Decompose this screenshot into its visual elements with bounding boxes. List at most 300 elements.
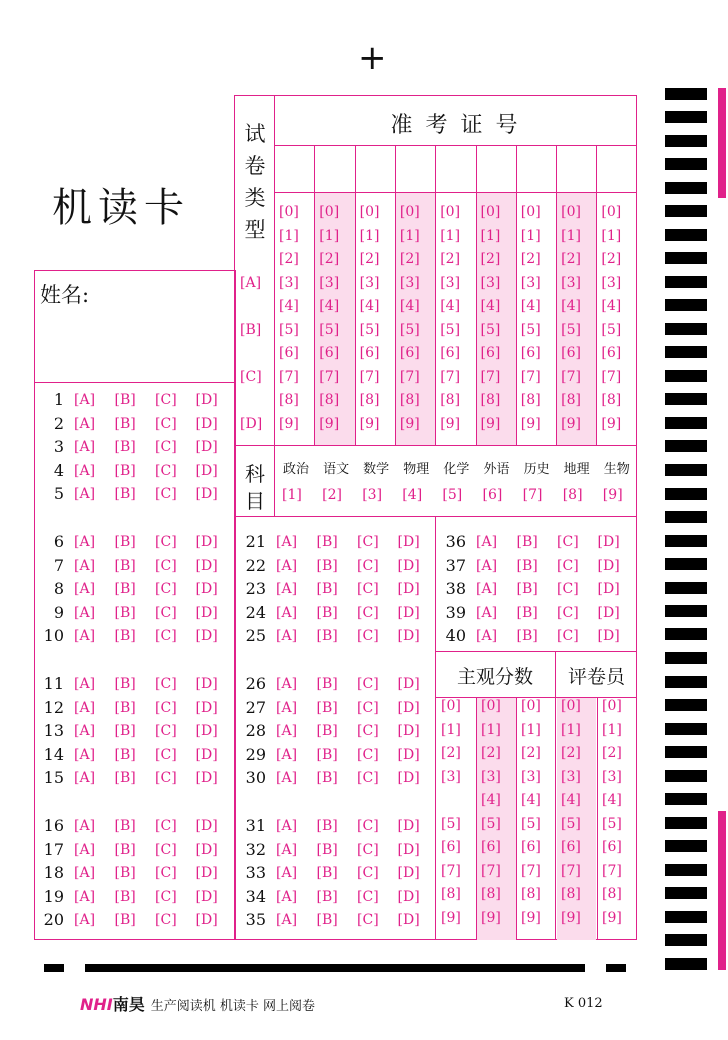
paper-type-bubble[interactable]: [C] <box>240 369 262 385</box>
score-digit-bubble[interactable]: [6] <box>481 839 501 855</box>
answer-option-bubble[interactable]: [B] <box>114 392 136 408</box>
score-digit-bubble[interactable]: [1] <box>481 721 501 738</box>
exam-digit-bubble[interactable]: [3] <box>319 274 340 291</box>
exam-digit-bubble[interactable]: [7] <box>601 368 622 385</box>
exam-digit-bubble[interactable]: [8] <box>440 392 461 408</box>
score-digit-bubble[interactable]: [5] <box>561 815 581 832</box>
exam-digit-bubble[interactable]: [1] <box>520 227 541 244</box>
answer-option-bubble[interactable]: [A] <box>74 415 96 432</box>
answer-option-bubble[interactable]: [A] <box>74 723 96 739</box>
score-digit-bubble[interactable]: [5] <box>441 815 461 832</box>
answer-option-bubble[interactable]: [C] <box>155 557 177 574</box>
score-digit-bubble[interactable]: [5] <box>521 815 541 832</box>
score-digit-bubble[interactable]: [1] <box>521 721 541 738</box>
paper-type-bubble[interactable]: [A] <box>240 275 262 291</box>
exam-digit-bubble[interactable]: [9] <box>601 415 622 432</box>
score-digit-bubble[interactable]: [8] <box>561 886 581 902</box>
subject-bubble[interactable]: [8] <box>562 487 583 503</box>
exam-digit-bubble[interactable]: [4] <box>480 298 501 314</box>
answer-option-bubble[interactable]: [D] <box>195 628 218 644</box>
answer-option-bubble[interactable]: [C] <box>155 439 177 455</box>
answer-option-bubble[interactable]: [B] <box>316 699 338 716</box>
exam-digit-bubble[interactable]: [8] <box>561 392 581 408</box>
answer-option-bubble[interactable]: [D] <box>397 676 420 692</box>
answer-option-bubble[interactable]: [C] <box>357 581 379 597</box>
answer-option-bubble[interactable]: [A] <box>276 557 298 574</box>
score-digit-bubble[interactable]: [8] <box>441 886 461 902</box>
exam-digit-bubble[interactable]: [7] <box>279 368 299 385</box>
subject-bubble[interactable]: [2] <box>322 487 342 503</box>
score-digit-bubble[interactable]: [8] <box>481 886 501 902</box>
answer-option-bubble[interactable]: [B] <box>316 676 338 692</box>
exam-digit-bubble[interactable]: [1] <box>601 227 622 244</box>
exam-digit-bubble[interactable]: [5] <box>319 321 340 338</box>
answer-option-bubble[interactable]: [B] <box>316 557 338 574</box>
exam-digit-bubble[interactable]: [7] <box>319 368 340 385</box>
answer-option-bubble[interactable]: [B] <box>114 841 136 858</box>
score-digit-bubble[interactable]: [8] <box>602 886 622 902</box>
answer-option-bubble[interactable]: [A] <box>276 604 298 621</box>
answer-option-bubble[interactable]: [D] <box>195 723 218 739</box>
score-digit-bubble[interactable]: [6] <box>602 839 622 855</box>
answer-option-bubble[interactable]: [B] <box>316 604 338 621</box>
score-digit-bubble[interactable]: [0] <box>441 698 461 714</box>
answer-option-bubble[interactable]: [B] <box>114 818 136 834</box>
score-digit-bubble[interactable]: [0] <box>521 698 541 714</box>
score-digit-bubble[interactable]: [8] <box>521 886 541 902</box>
answer-option-bubble[interactable]: [B] <box>114 439 136 455</box>
answer-option-bubble[interactable]: [C] <box>357 770 379 786</box>
subject-bubble[interactable]: [6] <box>482 487 503 503</box>
answer-option-bubble[interactable]: [D] <box>195 392 218 408</box>
answer-option-bubble[interactable]: [A] <box>276 746 298 763</box>
exam-digit-bubble[interactable]: [9] <box>440 415 461 432</box>
answer-option-bubble[interactable]: [D] <box>597 604 620 621</box>
exam-digit-bubble[interactable]: [5] <box>440 321 461 338</box>
answer-option-bubble[interactable]: [A] <box>74 746 96 763</box>
exam-digit-bubble[interactable]: [8] <box>399 392 420 408</box>
answer-option-bubble[interactable]: [C] <box>155 534 177 550</box>
score-digit-bubble[interactable]: [5] <box>602 815 622 832</box>
answer-option-bubble[interactable]: [A] <box>276 581 298 597</box>
score-digit-bubble[interactable]: [0] <box>481 698 501 714</box>
answer-option-bubble[interactable]: [D] <box>397 699 420 716</box>
exam-digit-bubble[interactable]: [4] <box>399 298 420 314</box>
score-digit-bubble[interactable]: [6] <box>441 839 461 855</box>
answer-option-bubble[interactable]: [A] <box>74 676 96 692</box>
answer-option-bubble[interactable]: [C] <box>357 841 379 858</box>
answer-option-bubble[interactable]: [C] <box>557 557 579 574</box>
exam-digit-bubble[interactable]: [2] <box>561 251 581 267</box>
answer-option-bubble[interactable]: [B] <box>114 676 136 692</box>
subject-bubble[interactable]: [3] <box>362 487 383 503</box>
answer-option-bubble[interactable]: [A] <box>476 628 498 644</box>
score-digit-bubble[interactable]: [4] <box>521 792 541 808</box>
score-digit-bubble[interactable]: [2] <box>561 745 581 761</box>
answer-option-bubble[interactable]: [A] <box>74 604 96 621</box>
answer-option-bubble[interactable]: [B] <box>316 581 338 597</box>
answer-option-bubble[interactable]: [C] <box>557 581 579 597</box>
exam-digit-bubble[interactable]: [4] <box>359 298 380 314</box>
answer-option-bubble[interactable]: [A] <box>74 581 96 597</box>
exam-digit-bubble[interactable]: [6] <box>319 345 340 361</box>
score-digit-bubble[interactable]: [9] <box>602 909 622 926</box>
answer-option-bubble[interactable]: [B] <box>316 818 338 834</box>
exam-digit-bubble[interactable]: [3] <box>399 274 420 291</box>
answer-option-bubble[interactable]: [C] <box>155 888 177 905</box>
exam-digit-bubble[interactable]: [2] <box>279 251 299 267</box>
answer-option-bubble[interactable]: [B] <box>114 699 136 716</box>
answer-option-bubble[interactable]: [A] <box>74 392 96 408</box>
exam-digit-bubble[interactable]: [7] <box>561 368 581 385</box>
answer-option-bubble[interactable]: [C] <box>155 676 177 692</box>
answer-option-bubble[interactable]: [A] <box>276 628 298 644</box>
answer-option-bubble[interactable]: [C] <box>155 723 177 739</box>
exam-digit-bubble[interactable]: [7] <box>440 368 461 385</box>
exam-digit-bubble[interactable]: [0] <box>319 204 340 220</box>
answer-option-bubble[interactable]: [A] <box>276 534 298 550</box>
exam-digit-bubble[interactable]: [5] <box>601 321 622 338</box>
exam-digit-bubble[interactable]: [6] <box>561 345 581 361</box>
exam-digit-bubble[interactable]: [3] <box>601 274 622 291</box>
answer-option-bubble[interactable]: [D] <box>195 818 218 834</box>
answer-option-bubble[interactable]: [D] <box>195 439 218 455</box>
answer-option-bubble[interactable]: [C] <box>557 534 579 550</box>
answer-option-bubble[interactable]: [A] <box>276 865 298 881</box>
answer-option-bubble[interactable]: [C] <box>357 818 379 834</box>
score-digit-bubble[interactable]: [2] <box>521 745 541 761</box>
answer-option-bubble[interactable]: [C] <box>155 392 177 408</box>
score-digit-bubble[interactable]: [9] <box>441 909 461 926</box>
answer-option-bubble[interactable]: [D] <box>195 486 218 502</box>
exam-digit-bubble[interactable]: [0] <box>601 204 622 220</box>
answer-option-bubble[interactable]: [C] <box>357 888 379 905</box>
exam-digit-bubble[interactable]: [6] <box>601 345 622 361</box>
exam-digit-bubble[interactable]: [4] <box>279 298 299 314</box>
answer-option-bubble[interactable]: [C] <box>155 486 177 502</box>
answer-option-bubble[interactable]: [D] <box>195 534 218 550</box>
answer-option-bubble[interactable]: [B] <box>114 723 136 739</box>
exam-digit-bubble[interactable]: [6] <box>440 345 461 361</box>
answer-option-bubble[interactable]: [B] <box>114 462 136 479</box>
answer-option-bubble[interactable]: [C] <box>155 581 177 597</box>
exam-digit-bubble[interactable]: [4] <box>601 298 622 314</box>
exam-digit-bubble[interactable]: [5] <box>480 321 501 338</box>
exam-digit-bubble[interactable]: [4] <box>319 298 340 314</box>
answer-option-bubble[interactable]: [D] <box>195 865 218 881</box>
exam-digit-bubble[interactable]: [2] <box>601 251 622 267</box>
answer-option-bubble[interactable]: [A] <box>74 770 96 786</box>
answer-option-bubble[interactable]: [B] <box>316 770 338 786</box>
exam-digit-bubble[interactable]: [0] <box>480 204 501 220</box>
score-digit-bubble[interactable]: [0] <box>602 698 622 714</box>
answer-option-bubble[interactable]: [B] <box>316 865 338 881</box>
subject-bubble[interactable]: [1] <box>282 487 302 503</box>
answer-option-bubble[interactable]: [B] <box>516 628 538 644</box>
answer-option-bubble[interactable]: [D] <box>397 912 420 928</box>
answer-option-bubble[interactable]: [C] <box>155 604 177 621</box>
exam-digit-bubble[interactable]: [0] <box>520 204 541 220</box>
answer-option-bubble[interactable]: [D] <box>195 581 218 597</box>
exam-digit-bubble[interactable]: [2] <box>520 251 541 267</box>
score-digit-bubble[interactable]: [7] <box>602 862 622 879</box>
answer-option-bubble[interactable]: [A] <box>74 534 96 550</box>
answer-option-bubble[interactable]: [B] <box>316 912 338 928</box>
answer-option-bubble[interactable]: [A] <box>74 912 96 928</box>
answer-option-bubble[interactable]: [D] <box>195 699 218 716</box>
answer-option-bubble[interactable]: [C] <box>155 628 177 644</box>
answer-option-bubble[interactable]: [D] <box>195 841 218 858</box>
answer-option-bubble[interactable]: [D] <box>397 628 420 644</box>
exam-digit-bubble[interactable]: [1] <box>359 227 380 244</box>
answer-option-bubble[interactable]: [C] <box>155 841 177 858</box>
answer-option-bubble[interactable]: [B] <box>316 723 338 739</box>
answer-option-bubble[interactable]: [B] <box>114 581 136 597</box>
exam-digit-bubble[interactable]: [9] <box>520 415 541 432</box>
answer-option-bubble[interactable]: [C] <box>155 912 177 928</box>
exam-digit-bubble[interactable]: [6] <box>520 345 541 361</box>
answer-option-bubble[interactable]: [C] <box>155 818 177 834</box>
answer-option-bubble[interactable]: [A] <box>74 439 96 455</box>
exam-digit-bubble[interactable]: [9] <box>399 415 420 432</box>
answer-option-bubble[interactable]: [A] <box>276 912 298 928</box>
answer-option-bubble[interactable]: [C] <box>357 676 379 692</box>
exam-digit-bubble[interactable]: [5] <box>359 321 380 338</box>
exam-digit-bubble[interactable]: [9] <box>319 415 340 432</box>
exam-digit-bubble[interactable]: [5] <box>561 321 581 338</box>
answer-option-bubble[interactable]: [C] <box>357 699 379 716</box>
answer-option-bubble[interactable]: [A] <box>476 557 498 574</box>
answer-option-bubble[interactable]: [C] <box>155 415 177 432</box>
answer-option-bubble[interactable]: [B] <box>114 415 136 432</box>
subject-bubble[interactable]: [9] <box>602 487 623 503</box>
exam-digit-bubble[interactable]: [7] <box>520 368 541 385</box>
exam-digit-bubble[interactable]: [1] <box>480 227 501 244</box>
answer-option-bubble[interactable]: [A] <box>74 888 96 905</box>
exam-digit-bubble[interactable]: [0] <box>279 204 299 220</box>
exam-digit-bubble[interactable]: [3] <box>279 274 299 291</box>
exam-digit-bubble[interactable]: [2] <box>399 251 420 267</box>
answer-option-bubble[interactable]: [D] <box>397 770 420 786</box>
answer-option-bubble[interactable]: [B] <box>114 557 136 574</box>
score-digit-bubble[interactable]: [4] <box>481 792 501 808</box>
answer-option-bubble[interactable]: [D] <box>597 628 620 644</box>
score-digit-bubble[interactable]: [3] <box>602 768 622 785</box>
answer-option-bubble[interactable]: [D] <box>397 865 420 881</box>
exam-digit-bubble[interactable]: [7] <box>480 368 501 385</box>
answer-option-bubble[interactable]: [C] <box>357 746 379 763</box>
answer-option-bubble[interactable]: [C] <box>557 628 579 644</box>
exam-digit-bubble[interactable]: [1] <box>561 227 581 244</box>
paper-type-bubble[interactable]: [B] <box>240 322 262 338</box>
answer-option-bubble[interactable]: [A] <box>276 699 298 716</box>
answer-option-bubble[interactable]: [B] <box>316 628 338 644</box>
answer-option-bubble[interactable]: [B] <box>114 770 136 786</box>
answer-option-bubble[interactable]: [B] <box>114 865 136 881</box>
exam-digit-bubble[interactable]: [1] <box>440 227 461 244</box>
answer-option-bubble[interactable]: [B] <box>316 888 338 905</box>
answer-option-bubble[interactable]: [A] <box>74 628 96 644</box>
answer-option-bubble[interactable]: [C] <box>357 865 379 881</box>
answer-option-bubble[interactable]: [D] <box>195 557 218 574</box>
score-digit-bubble[interactable]: [9] <box>481 909 501 926</box>
score-digit-bubble[interactable]: [4] <box>602 792 622 808</box>
answer-option-bubble[interactable]: [D] <box>195 462 218 479</box>
exam-digit-bubble[interactable]: [8] <box>480 392 501 408</box>
exam-digit-bubble[interactable]: [9] <box>279 415 299 432</box>
answer-option-bubble[interactable]: [A] <box>74 486 96 502</box>
answer-option-bubble[interactable]: [C] <box>155 746 177 763</box>
exam-digit-bubble[interactable]: [9] <box>561 415 581 432</box>
answer-option-bubble[interactable]: [A] <box>74 699 96 716</box>
answer-option-bubble[interactable]: [B] <box>114 486 136 502</box>
answer-option-bubble[interactable]: [D] <box>397 534 420 550</box>
exam-digit-bubble[interactable]: [4] <box>561 298 581 314</box>
score-digit-bubble[interactable]: [0] <box>561 698 581 714</box>
answer-option-bubble[interactable]: [A] <box>276 888 298 905</box>
answer-option-bubble[interactable]: [D] <box>195 770 218 786</box>
answer-option-bubble[interactable]: [D] <box>597 557 620 574</box>
answer-option-bubble[interactable]: [D] <box>397 557 420 574</box>
answer-option-bubble[interactable]: [C] <box>357 723 379 739</box>
answer-option-bubble[interactable]: [D] <box>195 676 218 692</box>
exam-digit-bubble[interactable]: [7] <box>399 368 420 385</box>
answer-option-bubble[interactable]: [D] <box>397 818 420 834</box>
exam-digit-bubble[interactable]: [4] <box>520 298 541 314</box>
exam-digit-bubble[interactable]: [5] <box>520 321 541 338</box>
answer-option-bubble[interactable]: [B] <box>516 534 538 550</box>
answer-option-bubble[interactable]: [B] <box>114 912 136 928</box>
answer-option-bubble[interactable]: [B] <box>516 604 538 621</box>
exam-digit-bubble[interactable]: [5] <box>279 321 299 338</box>
answer-option-bubble[interactable]: [D] <box>397 888 420 905</box>
exam-digit-bubble[interactable]: [8] <box>279 392 299 408</box>
answer-option-bubble[interactable]: [A] <box>476 581 498 597</box>
answer-option-bubble[interactable]: [D] <box>195 415 218 432</box>
exam-digit-bubble[interactable]: [1] <box>319 227 340 244</box>
answer-option-bubble[interactable]: [C] <box>357 604 379 621</box>
exam-digit-bubble[interactable]: [6] <box>480 345 501 361</box>
score-digit-bubble[interactable]: [7] <box>441 862 461 879</box>
answer-option-bubble[interactable]: [D] <box>597 534 620 550</box>
answer-option-bubble[interactable]: [C] <box>357 557 379 574</box>
answer-option-bubble[interactable]: [B] <box>114 534 136 550</box>
score-digit-bubble[interactable]: [3] <box>561 768 581 785</box>
exam-digit-bubble[interactable]: [1] <box>279 227 299 244</box>
score-digit-bubble[interactable]: [3] <box>521 768 541 785</box>
exam-digit-bubble[interactable]: [3] <box>480 274 501 291</box>
exam-digit-bubble[interactable]: [3] <box>359 274 380 291</box>
exam-digit-bubble[interactable]: [8] <box>319 392 340 408</box>
answer-option-bubble[interactable]: [C] <box>357 628 379 644</box>
exam-digit-bubble[interactable]: [7] <box>359 368 380 385</box>
answer-option-bubble[interactable]: [D] <box>195 746 218 763</box>
exam-digit-bubble[interactable]: [1] <box>399 227 420 244</box>
answer-option-bubble[interactable]: [A] <box>276 723 298 739</box>
subject-bubble[interactable]: [5] <box>442 487 463 503</box>
answer-option-bubble[interactable]: [C] <box>155 462 177 479</box>
score-digit-bubble[interactable]: [7] <box>481 862 501 879</box>
subject-bubble[interactable]: [4] <box>402 487 423 503</box>
answer-option-bubble[interactable]: [A] <box>276 770 298 786</box>
score-digit-bubble[interactable]: [9] <box>561 909 581 926</box>
exam-digit-bubble[interactable]: [2] <box>359 251 380 267</box>
score-digit-bubble[interactable]: [1] <box>441 721 461 738</box>
score-digit-bubble[interactable]: [4] <box>561 792 581 808</box>
answer-option-bubble[interactable]: [B] <box>316 534 338 550</box>
answer-option-bubble[interactable]: [B] <box>316 746 338 763</box>
exam-digit-bubble[interactable]: [8] <box>520 392 541 408</box>
answer-option-bubble[interactable]: [B] <box>114 888 136 905</box>
answer-option-bubble[interactable]: [D] <box>597 581 620 597</box>
score-digit-bubble[interactable]: [7] <box>521 862 541 879</box>
score-digit-bubble[interactable]: [6] <box>561 839 581 855</box>
answer-option-bubble[interactable]: [C] <box>357 912 379 928</box>
answer-option-bubble[interactable]: [D] <box>195 912 218 928</box>
answer-option-bubble[interactable]: [B] <box>516 581 538 597</box>
exam-digit-bubble[interactable]: [8] <box>359 392 380 408</box>
answer-option-bubble[interactable]: [A] <box>276 818 298 834</box>
answer-option-bubble[interactable]: [C] <box>155 865 177 881</box>
exam-digit-bubble[interactable]: [2] <box>480 251 501 267</box>
exam-digit-bubble[interactable]: [0] <box>359 204 380 220</box>
answer-option-bubble[interactable]: [A] <box>476 534 498 550</box>
score-digit-bubble[interactable]: [9] <box>521 909 541 926</box>
answer-option-bubble[interactable]: [D] <box>397 723 420 739</box>
answer-option-bubble[interactable]: [D] <box>397 841 420 858</box>
exam-digit-bubble[interactable]: [9] <box>480 415 501 432</box>
answer-option-bubble[interactable]: [A] <box>74 557 96 574</box>
exam-digit-bubble[interactable]: [9] <box>359 415 380 432</box>
answer-option-bubble[interactable]: [A] <box>276 676 298 692</box>
score-digit-bubble[interactable]: [2] <box>441 745 461 761</box>
answer-option-bubble[interactable]: [B] <box>114 746 136 763</box>
exam-digit-bubble[interactable]: [5] <box>399 321 420 338</box>
answer-option-bubble[interactable]: [C] <box>557 604 579 621</box>
score-digit-bubble[interactable]: [6] <box>521 839 541 855</box>
answer-option-bubble[interactable]: [D] <box>397 581 420 597</box>
score-digit-bubble[interactable]: [5] <box>481 815 501 832</box>
exam-digit-bubble[interactable]: [0] <box>561 204 581 220</box>
score-digit-bubble[interactable]: [3] <box>441 768 461 785</box>
exam-digit-bubble[interactable]: [3] <box>561 274 581 291</box>
answer-option-bubble[interactable]: [A] <box>74 841 96 858</box>
answer-option-bubble[interactable]: [D] <box>397 604 420 621</box>
paper-type-bubble[interactable]: [D] <box>240 416 263 432</box>
answer-option-bubble[interactable]: [D] <box>195 888 218 905</box>
exam-digit-bubble[interactable]: [0] <box>399 204 420 220</box>
exam-digit-bubble[interactable]: [3] <box>440 274 461 291</box>
exam-digit-bubble[interactable]: [4] <box>440 298 461 314</box>
answer-option-bubble[interactable]: [C] <box>155 770 177 786</box>
exam-digit-bubble[interactable]: [6] <box>399 345 420 361</box>
score-digit-bubble[interactable]: [2] <box>602 745 622 761</box>
answer-option-bubble[interactable]: [D] <box>397 746 420 763</box>
answer-option-bubble[interactable]: [A] <box>276 841 298 858</box>
answer-option-bubble[interactable]: [D] <box>195 604 218 621</box>
exam-digit-bubble[interactable]: [6] <box>279 345 299 361</box>
answer-option-bubble[interactable]: [B] <box>114 604 136 621</box>
answer-option-bubble[interactable]: [B] <box>316 841 338 858</box>
answer-option-bubble[interactable]: [A] <box>476 604 498 621</box>
answer-option-bubble[interactable]: [B] <box>516 557 538 574</box>
score-digit-bubble[interactable]: [2] <box>481 745 501 761</box>
answer-option-bubble[interactable]: [C] <box>155 699 177 716</box>
answer-option-bubble[interactable]: [B] <box>114 628 136 644</box>
score-digit-bubble[interactable]: [7] <box>561 862 581 879</box>
exam-digit-bubble[interactable]: [2] <box>319 251 340 267</box>
exam-digit-bubble[interactable]: [6] <box>359 345 380 361</box>
